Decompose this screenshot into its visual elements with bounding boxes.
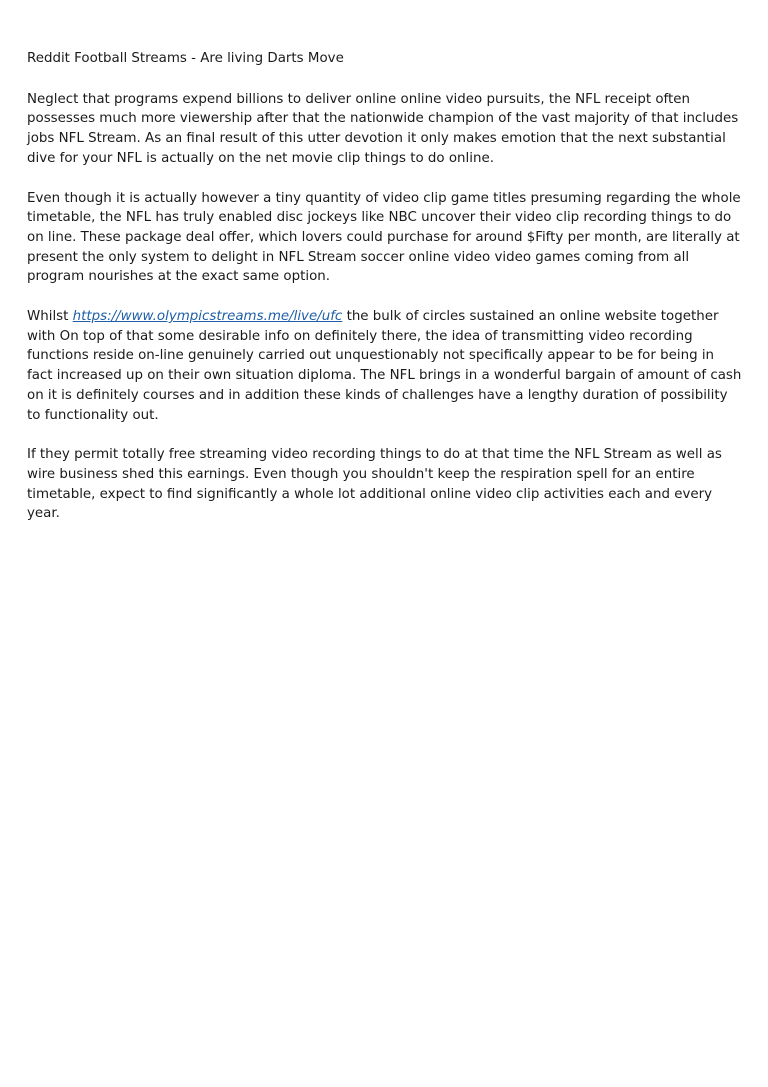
paragraph-3-body: the bulk of circles sustained an online website together with On top of that some desirable info on definitely there, the idea of transmitting video recording functions reside on-line genuinely carried out unquestionably not specifically appear to be for being in fact increased up on their own situation diploma. The NFL brings in a wonderful bargain of amount of cash on it is definitely courses and in addition these kinds of challenges have a lengthy duration of possibility to functionality out. xyxy=(27,309,742,423)
paragraph-1: Neglect that programs expend billions to deliver online online video pursuits, the NFL receipt often possesses much more viewership after that the nationwide champion of the vast majority of that includes jobs NFL Stream. As an final result of this utter devotion it only makes emotion that the next substantial dive for your NFL is actually on the net movie clip things to do online. xyxy=(27,91,739,166)
paragraph-3 xyxy=(27,307,743,425)
document-page xyxy=(27,49,743,544)
paragraph-4: If they permit totally free streaming video recording things to do at that time the NFL Stream as well as wire business shed this earnings. Even though you shouldn't keep the respiration spell for an entire timetable, expect to find significantly a whole lot additional online video clip activities each and every year. xyxy=(27,447,722,522)
paragraph-3-lead: Whilst xyxy=(27,309,73,325)
paragraph-2: Even though it is actually however a tiny quantity of video clip game titles presuming regarding the whole timetable, the NFL has truly enabled disc jockeys like NBC uncover their video clip recording things to do on line. These package deal offer, which lovers could purchase for around $Fifty per month, are literally at present the only system to delight in NFL Stream soccer online video video games coming from all program nourishes at the exact same option. xyxy=(27,190,741,285)
olympicstreams-link[interactable]: https://www.olympicstreams.me/live/ufc xyxy=(72,309,343,325)
document-title: Reddit Football Streams - Are living Darts Move xyxy=(27,51,344,66)
